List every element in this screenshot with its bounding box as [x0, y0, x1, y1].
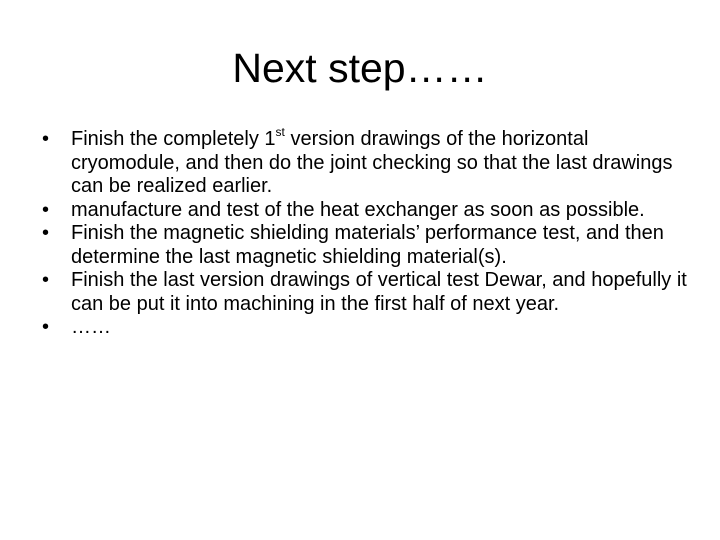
bullet-marker: • [42, 269, 50, 291]
bullet-item-magnetic-shielding [40, 222, 700, 269]
bullet-item-vertical-dewar [40, 269, 700, 316]
bullet-item-drawings [40, 125, 700, 199]
slide-title: Next step…… [232, 45, 488, 91]
bullet-item-heat-exchanger [40, 199, 700, 223]
bullet-list [40, 125, 700, 340]
bullet-marker: • [42, 222, 50, 244]
bullet-text-part: version drawings of the horizontal cryomodule, and then do the joint checking so that the last drawings can be realized earlier. [71, 128, 673, 197]
bullet-marker: • [42, 198, 50, 221]
bullet-text: …… [71, 316, 111, 338]
ordinal-superscript: st [275, 125, 285, 139]
bullet-marker: • [42, 128, 50, 150]
bullet-item-ellipsis [40, 316, 700, 340]
bullet-marker: • [42, 316, 50, 338]
bullet-text: Finish the magnetic shielding materials’ performance test, and then determine the last magnetic shielding material(s). [71, 222, 664, 268]
bullet-text: Finish the last version drawings of vertical test Dewar, and hopefully it can be put it into machining in the first half of next year. [71, 269, 687, 315]
bullet-text: manufacture and test of the heat exchanger as soon as possible. [71, 198, 645, 221]
bullet-text-part: Finish the completely 1 [71, 128, 276, 150]
